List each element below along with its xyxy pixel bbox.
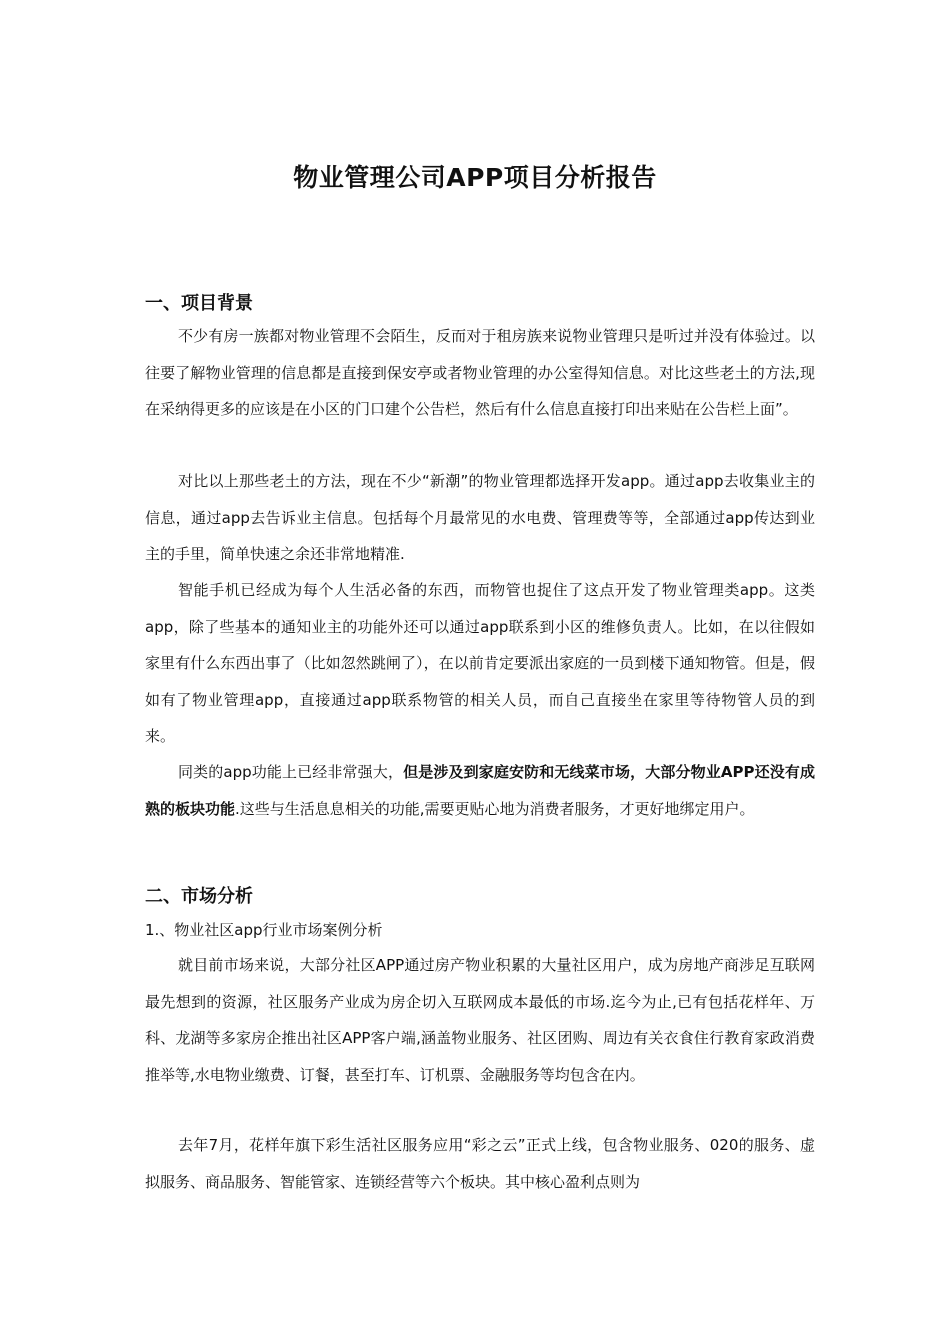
paragraph-text: .这些与生活息息相关的功能,需要更贴心地为消费者服务，才更好地绑定用户。	[235, 799, 755, 818]
paragraph: 智能手机已经成为每个人生活必备的东西，而物管也捉住了这点开发了物业管理类app。这类app，除了些基本的通知业主的功能外还可以通过app联系到小区的维修负责人。比如，在以往假如家里有什么东西出事了（比如忽然跳闸了），在以前肯定要派出家庭的一员到楼下通知物管。但是，假如有了物业管理app，直接通过app联系物管的相关人员，而自己直接坐在家里等待物管人员的到来。	[145, 581, 815, 746]
paragraph: 对比以上那些老土的方法，现在不少“新潮”的物业管理都选择开发app。通过app去收集业主的信息，通过app去告诉业主信息。包括每个月最常见的水电费、管理费等等，全部通过app传达到业主的手里，简单快速之余还非常地精准.	[145, 472, 815, 564]
paragraph: 就目前市场来说，大部分社区APP通过房产物业积累的大量社区用户，成为房地产商涉足互联网最先想到的资源，社区服务产业成为房企切入互联网成本最低的市场.迄今为止,已有包括花样年、万科、龙湖等多家房企推出社区APP客户端,涵盖物业服务、社区团购、周边有关衣食住行教育家政消费推举等,水电物业缴费、订餐，甚至打车、订机票、金融服务等均包含在内。	[145, 956, 815, 1084]
section-heading-market: 二、市场分析	[145, 886, 253, 907]
paragraph-text: 同类的app功能上已经非常强大，	[178, 763, 404, 781]
paragraph: 不少有房一族都对物业管理不会陌生，反而对于租房族来说物业管理只是听过并没有体验过。以往要了解物业管理的信息都是直接到保安亭或者物业管理的办公室得知信息。对比这些老土的方法,现在采纳得更多的应该是在小区的门口建个公告栏，然后有什么信息直接打印出来贴在公告栏上面”。	[145, 327, 815, 419]
emphasis-text: 但是涉及到家庭安防和无线菜市场，大部分物业APP还没有成熟的板块功能	[145, 763, 815, 818]
subsection-heading: 1.、物业社区app行业市场案例分析	[145, 921, 383, 939]
paragraph-with-emphasis	[145, 754, 815, 827]
document-title: 物业管理公司APP项目分析报告	[293, 163, 657, 192]
paragraph: 去年7月，花样年旗下彩生活社区服务应用“彩之云”正式上线，包含物业服务、020的服务、虚拟服务、商品服务、智能管家、连锁经营等六个板块。其中核心盈利点则为	[145, 1136, 815, 1191]
section-heading-background: 一、项目背景	[145, 293, 253, 314]
